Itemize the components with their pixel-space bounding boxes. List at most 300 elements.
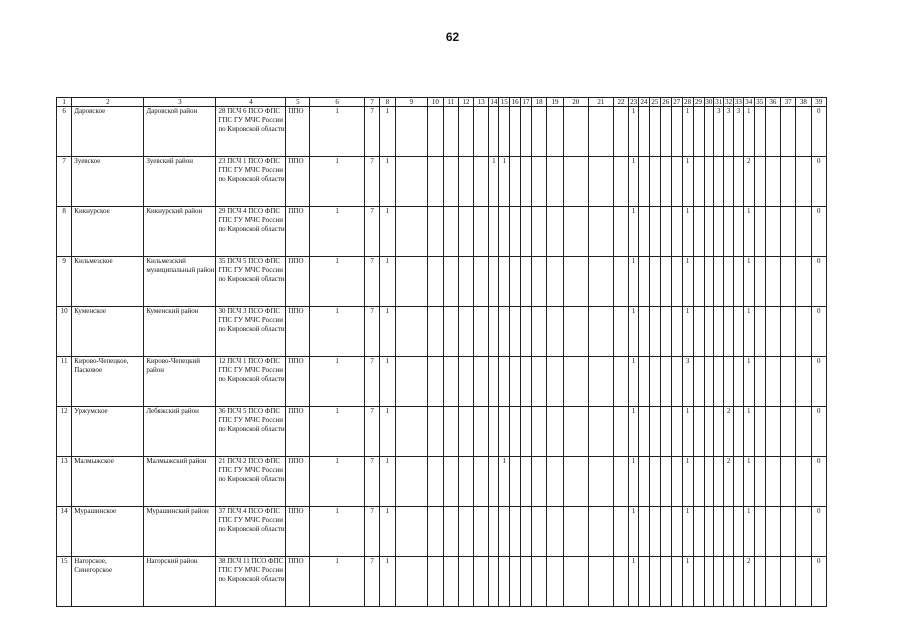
column-header: 23: [630, 98, 638, 106]
value-cell: [649, 207, 660, 257]
value-cell: 1: [629, 107, 639, 157]
value-cell: [704, 557, 714, 607]
value-cell: [489, 557, 499, 607]
value-cell: [395, 107, 428, 157]
value-cell: [547, 157, 563, 207]
column-header: 35: [756, 98, 764, 106]
district-cell: Нагорский район: [144, 557, 216, 607]
value-cell: [780, 257, 795, 307]
value-cell: [660, 557, 671, 607]
value-cell: [638, 307, 649, 357]
value-cell: [428, 307, 443, 357]
value-cell: 1: [310, 257, 365, 307]
unit-type-cell: ППО: [286, 357, 310, 407]
value-cell: [443, 507, 458, 557]
column-header: 36: [765, 98, 780, 107]
value-cell: 2: [743, 557, 754, 607]
column-header: 18: [532, 98, 547, 107]
column-header: 30: [705, 98, 713, 106]
value-cell: [796, 557, 811, 607]
district-cell: Малмыжский район: [144, 457, 216, 507]
value-cell: [671, 457, 682, 507]
value-cell: [613, 207, 628, 257]
value-cell: [395, 507, 428, 557]
value-cell: [671, 257, 682, 307]
value-cell: [443, 207, 458, 257]
value-cell: [780, 457, 795, 507]
value-cell: [693, 257, 704, 307]
value-cell: [638, 157, 649, 207]
value-cell: [649, 407, 660, 457]
settlement-cell: Даровское: [72, 107, 144, 157]
value-cell: [489, 457, 499, 507]
value-cell: [588, 107, 613, 157]
value-cell: 0: [811, 157, 826, 207]
value-cell: [714, 207, 724, 257]
value-cell: [754, 407, 765, 457]
value-cell: [499, 207, 510, 257]
value-cell: [489, 357, 499, 407]
value-cell: [395, 257, 428, 307]
table-row: [57, 307, 827, 357]
value-cell: [613, 307, 628, 357]
value-cell: [474, 157, 489, 207]
column-header: 27: [673, 98, 681, 106]
value-cell: [532, 107, 547, 157]
value-cell: 1: [743, 107, 754, 157]
value-cell: [649, 157, 660, 207]
unit-type-cell: ППО: [286, 407, 310, 457]
value-cell: [724, 557, 734, 607]
value-cell: [489, 307, 499, 357]
value-cell: 7: [364, 257, 379, 307]
value-cell: [724, 507, 734, 557]
value-cell: [563, 457, 588, 507]
value-cell: [588, 507, 613, 557]
value-cell: [428, 207, 443, 257]
table-row: [57, 557, 827, 607]
column-header: 34: [745, 98, 753, 106]
value-cell: [704, 257, 714, 307]
value-cell: 7: [364, 507, 379, 557]
value-cell: 7: [364, 357, 379, 407]
value-cell: [547, 257, 563, 307]
value-cell: [660, 157, 671, 207]
value-cell: [660, 357, 671, 407]
value-cell: 0: [811, 207, 826, 257]
value-cell: 1: [380, 507, 395, 557]
value-cell: [510, 407, 521, 457]
unit-cell: 12 ПСЧ 1 ПСО ФПС ГПС ГУ МЧС России по Кировской области: [216, 357, 286, 407]
value-cell: [671, 157, 682, 207]
value-cell: [395, 557, 428, 607]
value-cell: [521, 207, 532, 257]
value-cell: 1: [743, 407, 754, 457]
value-cell: [714, 157, 724, 207]
value-cell: [754, 457, 765, 507]
value-cell: [521, 357, 532, 407]
value-cell: [458, 157, 473, 207]
district-cell: Куменский район: [144, 307, 216, 357]
value-cell: 1: [310, 407, 365, 457]
value-cell: [780, 507, 795, 557]
value-cell: [510, 457, 521, 507]
value-cell: [458, 357, 473, 407]
value-cell: [649, 507, 660, 557]
value-cell: [734, 557, 744, 607]
value-cell: 1: [310, 457, 365, 507]
value-cell: [443, 457, 458, 507]
value-cell: 1: [743, 507, 754, 557]
value-cell: [474, 507, 489, 557]
value-cell: [510, 207, 521, 257]
value-cell: [588, 207, 613, 257]
value-cell: [714, 557, 724, 607]
value-cell: [489, 407, 499, 457]
row-number: 9: [57, 257, 72, 307]
value-cell: 1: [380, 107, 395, 157]
value-cell: 7: [364, 457, 379, 507]
value-cell: [765, 107, 780, 157]
value-cell: [563, 557, 588, 607]
value-cell: [563, 107, 588, 157]
value-cell: [563, 207, 588, 257]
value-cell: [765, 257, 780, 307]
district-cell: Зуевский район: [144, 157, 216, 207]
value-cell: [547, 307, 563, 357]
value-cell: [588, 307, 613, 357]
value-cell: [693, 507, 704, 557]
data-table-container: [56, 97, 827, 591]
value-cell: [588, 407, 613, 457]
value-cell: [428, 407, 443, 457]
value-cell: [714, 457, 724, 507]
value-cell: [704, 107, 714, 157]
value-cell: [671, 307, 682, 357]
value-cell: [443, 557, 458, 607]
value-cell: [734, 407, 744, 457]
value-cell: 1: [380, 557, 395, 607]
value-cell: [613, 257, 628, 307]
value-cell: [499, 407, 510, 457]
value-cell: [780, 207, 795, 257]
unit-type-cell: ППО: [286, 557, 310, 607]
unit-cell: 29 ПСЧ 4 ПСО ФПС ГПС ГУ МЧС России по Кировской области: [216, 207, 286, 257]
value-cell: [521, 107, 532, 157]
value-cell: [780, 557, 795, 607]
value-cell: [704, 457, 714, 507]
value-cell: [443, 407, 458, 457]
value-cell: [780, 407, 795, 457]
value-cell: [458, 557, 473, 607]
value-cell: 0: [811, 307, 826, 357]
settlement-cell: Нагорское, Синегорское: [72, 557, 144, 607]
value-cell: [693, 107, 704, 157]
column-header: 37: [780, 98, 795, 107]
row-number: 8: [57, 207, 72, 257]
settlement-cell: Зуевское: [72, 157, 144, 207]
value-cell: [734, 357, 744, 407]
value-cell: [638, 107, 649, 157]
value-cell: [693, 557, 704, 607]
value-cell: [588, 257, 613, 307]
unit-type-cell: ППО: [286, 157, 310, 207]
column-header: 25: [651, 98, 659, 106]
column-header: 9: [395, 98, 428, 107]
value-cell: [796, 457, 811, 507]
settlement-cell: Уржумское: [72, 407, 144, 457]
value-cell: [521, 407, 532, 457]
value-cell: [613, 457, 628, 507]
column-header: 12: [458, 98, 473, 107]
value-cell: 1: [682, 407, 693, 457]
value-cell: [704, 507, 714, 557]
unit-type-cell: ППО: [286, 207, 310, 257]
value-cell: [532, 207, 547, 257]
column-header: 28: [684, 98, 692, 106]
value-cell: [765, 507, 780, 557]
value-cell: [765, 357, 780, 407]
value-cell: 3: [734, 107, 744, 157]
value-cell: [660, 257, 671, 307]
value-cell: [704, 207, 714, 257]
value-cell: 0: [811, 407, 826, 457]
value-cell: 0: [811, 507, 826, 557]
value-cell: [796, 307, 811, 357]
value-cell: [754, 557, 765, 607]
value-cell: 3: [682, 357, 693, 407]
table-row: [57, 107, 827, 157]
district-cell: Кирово-Чепецкий район: [144, 357, 216, 407]
value-cell: [532, 257, 547, 307]
value-cell: 1: [682, 157, 693, 207]
value-cell: [474, 357, 489, 407]
value-cell: [588, 157, 613, 207]
column-header: 3: [144, 98, 216, 107]
value-cell: 3: [724, 107, 734, 157]
value-cell: [521, 307, 532, 357]
value-cell: 1: [499, 157, 510, 207]
unit-type-cell: ППО: [286, 257, 310, 307]
value-cell: 1: [380, 157, 395, 207]
value-cell: [724, 357, 734, 407]
value-cell: [428, 157, 443, 207]
value-cell: [428, 257, 443, 307]
value-cell: [443, 307, 458, 357]
value-cell: [489, 507, 499, 557]
value-cell: [693, 407, 704, 457]
value-cell: 0: [811, 107, 826, 157]
value-cell: [532, 557, 547, 607]
value-cell: 1: [380, 407, 395, 457]
column-header: 8: [380, 98, 395, 107]
value-cell: [671, 357, 682, 407]
value-cell: [395, 357, 428, 407]
value-cell: [734, 507, 744, 557]
value-cell: 0: [811, 257, 826, 307]
value-cell: [765, 557, 780, 607]
value-cell: 7: [364, 407, 379, 457]
value-cell: [613, 107, 628, 157]
column-header: 11: [443, 98, 458, 107]
unit-cell: 36 ПСЧ 5 ПСО ФПС ГПС ГУ МЧС России по Кировской области: [216, 407, 286, 457]
unit-cell: 23 ПСЧ 1 ПСО ФПС ГПС ГУ МЧС России по Кировской области: [216, 157, 286, 207]
value-cell: [796, 207, 811, 257]
value-cell: [780, 157, 795, 207]
value-cell: [714, 407, 724, 457]
value-cell: 1: [489, 157, 499, 207]
value-cell: [443, 107, 458, 157]
value-cell: [521, 557, 532, 607]
column-header: 10: [428, 98, 443, 107]
value-cell: 7: [364, 207, 379, 257]
value-cell: [395, 207, 428, 257]
value-cell: [796, 357, 811, 407]
value-cell: [765, 207, 780, 257]
value-cell: [660, 507, 671, 557]
value-cell: [704, 407, 714, 457]
value-cell: [474, 457, 489, 507]
unit-cell: 35 ПСЧ 5 ПСО ФПС ГПС ГУ МЧС России по Кировской области: [216, 257, 286, 307]
unit-type-cell: ППО: [286, 107, 310, 157]
value-cell: [671, 407, 682, 457]
table-row: [57, 257, 827, 307]
value-cell: 7: [364, 557, 379, 607]
value-cell: [613, 507, 628, 557]
column-header: 13: [474, 98, 489, 107]
value-cell: [458, 257, 473, 307]
value-cell: [613, 557, 628, 607]
value-cell: 7: [364, 157, 379, 207]
value-cell: 1: [682, 507, 693, 557]
value-cell: 0: [811, 357, 826, 407]
value-cell: 1: [380, 357, 395, 407]
value-cell: 1: [629, 207, 639, 257]
value-cell: [499, 357, 510, 407]
value-cell: [780, 307, 795, 357]
value-cell: [649, 307, 660, 357]
value-cell: 1: [629, 507, 639, 557]
unit-cell: 38 ПСЧ 11 ПСО ФПС ГПС ГУ МЧС России по Кировской области: [216, 557, 286, 607]
value-cell: [395, 407, 428, 457]
value-cell: [563, 157, 588, 207]
district-cell: Кикнурский район: [144, 207, 216, 257]
value-cell: [428, 357, 443, 407]
value-cell: [489, 107, 499, 157]
unit-type-cell: ППО: [286, 507, 310, 557]
row-number: 14: [57, 507, 72, 557]
value-cell: [754, 357, 765, 407]
value-cell: [754, 157, 765, 207]
value-cell: [532, 507, 547, 557]
value-cell: [510, 257, 521, 307]
column-header: 26: [662, 98, 670, 106]
value-cell: [649, 257, 660, 307]
row-number: 7: [57, 157, 72, 207]
value-cell: [395, 307, 428, 357]
column-header: 21: [588, 98, 613, 107]
value-cell: 1: [629, 157, 639, 207]
column-header: 22: [613, 98, 628, 107]
value-cell: [474, 207, 489, 257]
value-cell: 1: [682, 307, 693, 357]
value-cell: [780, 357, 795, 407]
value-cell: [704, 157, 714, 207]
unit-cell: 37 ПСЧ 4 ПСО ФПС ГПС ГУ МЧС России по Кировской области: [216, 507, 286, 557]
value-cell: [489, 257, 499, 307]
row-number: 10: [57, 307, 72, 357]
value-cell: 1: [743, 457, 754, 507]
value-cell: [428, 507, 443, 557]
value-cell: [638, 257, 649, 307]
value-cell: [588, 357, 613, 407]
value-cell: [754, 307, 765, 357]
value-cell: 2: [743, 157, 754, 207]
value-cell: 7: [364, 107, 379, 157]
value-cell: [458, 457, 473, 507]
value-cell: 1: [310, 107, 365, 157]
unit-cell: 30 ПСЧ 3 ПСО ФПС ГПС ГУ МЧС России по Кировской области: [216, 307, 286, 357]
value-cell: 1: [380, 257, 395, 307]
settlement-cell: Куменское: [72, 307, 144, 357]
value-cell: 1: [310, 507, 365, 557]
value-cell: [588, 457, 613, 507]
value-cell: [724, 307, 734, 357]
value-cell: [660, 207, 671, 257]
table-row: [57, 157, 827, 207]
value-cell: [693, 457, 704, 507]
value-cell: [660, 307, 671, 357]
value-cell: 1: [380, 307, 395, 357]
value-cell: [754, 107, 765, 157]
value-cell: [510, 107, 521, 157]
value-cell: [693, 307, 704, 357]
column-header: 15: [500, 98, 508, 106]
value-cell: 1: [310, 157, 365, 207]
value-cell: [499, 257, 510, 307]
value-cell: [510, 307, 521, 357]
value-cell: [714, 307, 724, 357]
value-cell: [649, 557, 660, 607]
value-cell: [563, 357, 588, 407]
column-header: 5: [286, 98, 310, 107]
value-cell: [547, 407, 563, 457]
value-cell: [724, 207, 734, 257]
value-cell: [649, 357, 660, 407]
value-cell: [724, 257, 734, 307]
value-cell: [613, 407, 628, 457]
value-cell: [532, 407, 547, 457]
value-cell: [395, 457, 428, 507]
value-cell: 1: [743, 357, 754, 407]
column-header: 20: [563, 98, 588, 107]
district-cell: Даровской район: [144, 107, 216, 157]
value-cell: 3: [714, 107, 724, 157]
unit-type-cell: ППО: [286, 307, 310, 357]
value-cell: 1: [310, 207, 365, 257]
value-cell: [458, 107, 473, 157]
value-cell: [796, 107, 811, 157]
value-cell: [796, 157, 811, 207]
value-cell: [660, 457, 671, 507]
value-cell: [704, 357, 714, 407]
column-header: 32: [725, 98, 733, 106]
value-cell: [532, 307, 547, 357]
value-cell: [510, 357, 521, 407]
value-cell: [474, 257, 489, 307]
column-header: 29: [695, 98, 703, 106]
value-cell: 1: [629, 407, 639, 457]
